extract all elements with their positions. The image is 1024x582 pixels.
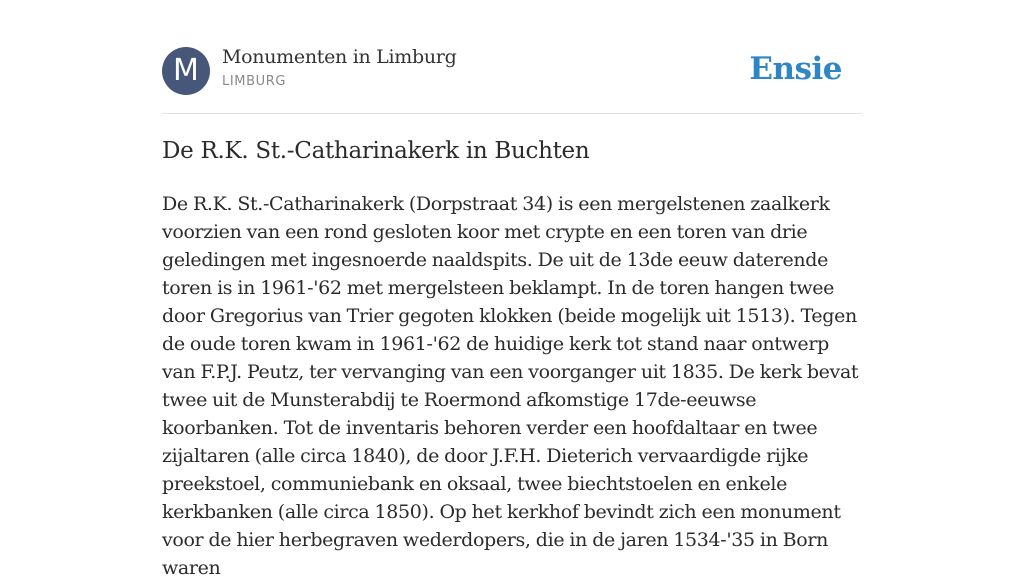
article-title: De R.K. St.-Catharinakerk in Buchten (162, 138, 590, 164)
article-body: De R.K. St.-Catharinakerk (Dorpstraat 34) is een mergelstenen zaalkerk voorzien van een rond gesloten koor met crypte en een toren van drie geledingen met ingesnoerde naaldspits. De uit de 13de eeuw daterende toren is in 1961-'62 met mergelsteen beklampt. In de toren hangen twee door Gregorius van Trier gegoten klokken (beide mogelijk uit 1513). Tegen de oude toren kwam in 1961-'62 de huidige kerk tot stand naar ontwerp van F.P.J. Peutz, ter vervanging van een voorganger uit 1835. De kerk bevat twee uit de Munsterabdij te Roermond afkomstige 17de-eeuwse koorbanken. Tot de inventaris behoren verder een hoofdaltaar en twee zijaltaren (alle circa 1840), de door J.F.H. Dieterich vervaardigde rijke preekstoel, communiebank en oksaal, twee biechtstoelen en enkele kerkbanken (alle circa 1850). Op het kerkhof bevindt zich een monument voor de hier herbegraven wederdopers, die in de jaren 1534-'35 in Born waren (162, 193, 859, 579)
source-title-link[interactable]: Monumenten in Limburg (222, 46, 457, 68)
brand-logo[interactable]: Ensie (749, 51, 842, 87)
source-avatar[interactable]: M (162, 47, 210, 95)
source-subtitle: LIMBURG (222, 74, 287, 89)
header-divider (162, 113, 862, 114)
source-header (162, 46, 862, 96)
